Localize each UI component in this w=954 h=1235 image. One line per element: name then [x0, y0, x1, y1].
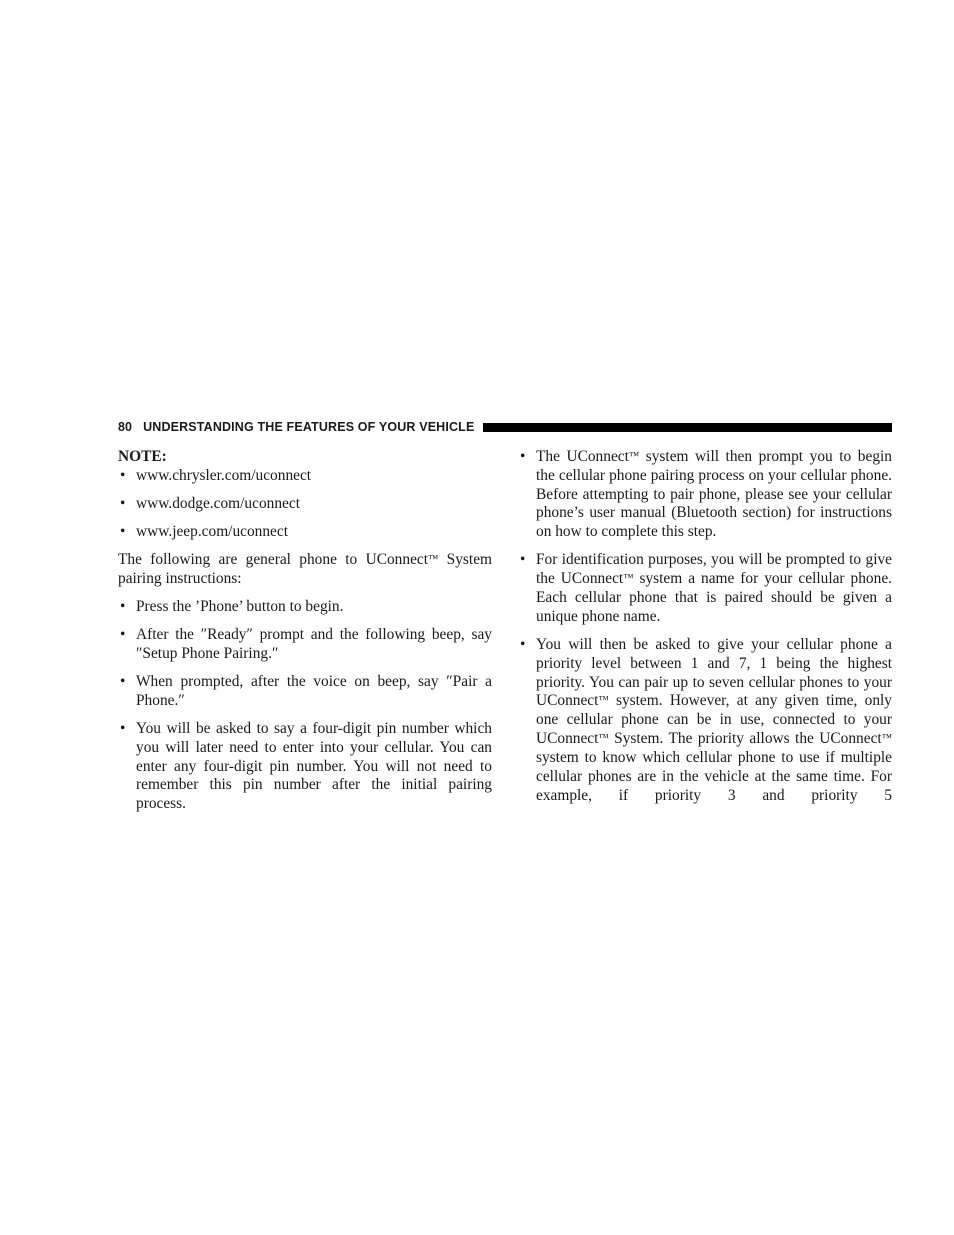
pairing-step-text: When prompted, after the voice on beep, say ″Pair a Phone.″ — [136, 673, 492, 709]
pairing-step-text: Press the ’Phone’ button to begin. — [136, 598, 344, 616]
bullet-icon: • — [120, 466, 126, 484]
pairing-step — [518, 551, 892, 626]
note-title: NOTE: — [118, 448, 167, 465]
pairing-step — [118, 720, 492, 814]
left-column — [118, 448, 492, 823]
pairing-step — [518, 448, 892, 542]
right-column — [518, 448, 892, 815]
note-link: www.jeep.com/uconnect — [136, 522, 288, 540]
pairing-steps-list-cont — [518, 448, 892, 805]
pairing-step — [118, 598, 492, 617]
intro-text-cont: System pairing instructions: — [118, 551, 492, 587]
page-number: 80 — [118, 420, 133, 434]
pairing-step-text: You will then be asked to give your cellular phone a priority level between 1 and 7, 1 being the highest priority. You can pair up to seven cellular phones to your UConnect — [536, 635, 892, 710]
trademark-symbol: ™ — [628, 451, 640, 462]
pairing-step — [118, 626, 492, 664]
pairing-step-text-cont: System. The priority allows the UConnect — [608, 730, 882, 748]
pairing-step-text-cont: system will then prompt you to begin the cellular phone pairing process on your cellular phone. Before attempting to pair phone, please see your cellular phone’s user manual (Bluetooth section) for instructions on how to complete this step. — [536, 448, 892, 541]
bullet-icon: • — [520, 448, 526, 465]
intro-text: The following are general phone to UConnect — [118, 551, 429, 569]
trademark-symbol: ™ — [598, 695, 609, 707]
pairing-step-text-cont: system. However, at any given time, only one cellular phone can be in use, connected to your UConnect — [536, 692, 892, 748]
pairing-step — [118, 673, 492, 711]
note-link-list — [118, 467, 492, 542]
pairing-step — [518, 636, 892, 805]
bullet-icon: • — [520, 635, 526, 653]
note-link-item — [118, 523, 492, 542]
pairing-step-text-cont: system to know which cellular phone to use if multiple cellular phones are in the vehicle at the same time. For example, if priority 3 and priority 5 — [536, 748, 892, 804]
note-link: www.chrysler.com/uconnect — [136, 466, 312, 484]
bullet-icon: • — [520, 551, 526, 569]
bullet-icon: • — [120, 626, 126, 644]
bullet-icon: • — [120, 522, 126, 540]
trademark-symbol: ™ — [428, 554, 439, 566]
trademark-symbol: ™ — [881, 733, 892, 745]
pairing-step-text: For identification purposes, you will be prompted to give the UConnect — [536, 551, 892, 588]
page-header — [118, 418, 892, 436]
bullet-icon: • — [120, 598, 126, 616]
note-link: www.dodge.com/uconnect — [136, 494, 300, 512]
note-link-item — [118, 467, 492, 486]
bullet-icon: • — [120, 719, 126, 737]
pairing-step-text: You will be asked to say a four-digit pin number which you will later need to enter into your cellular. You can enter any four-digit pin number. You will not need to remember this pin number after the initial pairing process. — [136, 719, 492, 813]
pairing-steps-list — [118, 598, 492, 814]
note-link-item — [118, 495, 492, 514]
bullet-icon: • — [120, 494, 126, 512]
pairing-step-text-cont: system a name for your cellular phone. Each cellular phone that is paired should be given a unique phone name. — [536, 570, 892, 625]
header-rule — [483, 423, 892, 432]
section-title: UNDERSTANDING THE FEATURES OF YOUR VEHICLE — [143, 420, 475, 434]
trademark-symbol: ™ — [598, 733, 609, 745]
bullet-icon: • — [120, 673, 126, 691]
pairing-step-text: After the ″Ready″ prompt and the following beep, say ″Setup Phone Pairing.″ — [136, 626, 492, 662]
pairing-step-text: The UConnect — [536, 448, 629, 466]
trademark-symbol: ™ — [623, 573, 634, 585]
intro-paragraph — [118, 551, 492, 589]
